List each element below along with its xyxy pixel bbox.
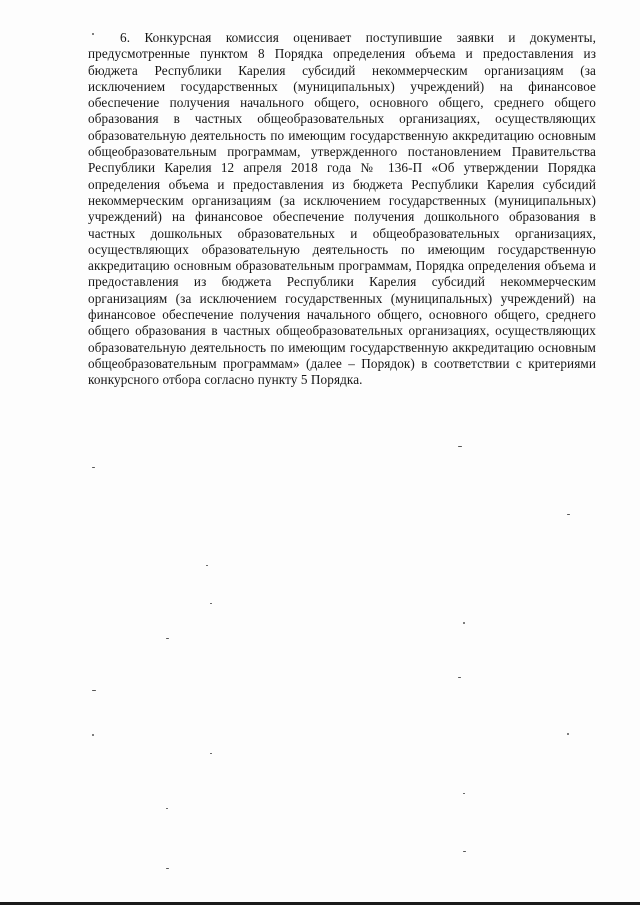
scan-speck: [458, 677, 461, 678]
scan-speck: [166, 808, 168, 809]
scan-speck: [210, 753, 212, 754]
scan-speck: [463, 851, 466, 852]
scan-speck: [567, 733, 569, 735]
paragraph-item-6: 6. Конкурсная комиссия оценивает поступившие заявки и документы, предусмотренные пунктом 8 Порядка определения объема и предоставления из бюджета Республики Карелия субсидий некоммерческим организациям (за исключением государственных (муниципальных) учреждений) на финансовое обеспечение получения начального общего, основного общего, среднего общего образования в частных общеобразовательных организациях, осуществляющих образовательную деятельность по имеющим государственную аккредитацию основным общеобразовательным программам, утвержденного постановлением Правительства Республики Карелия 12 апреля 2018 года № 136-П «Об утверждении Порядка определения объема и предоставления из бюджета Республики Карелия субсидий некоммерческим организациям (за исключением государственных (муниципальных) учреждений) на финансовое обеспечение получения дошкольного образования в частных дошкольных образовательных и общеобразовательных организациях, осуществляющих образовательную деятельность по имеющим государственную аккредитацию основным образовательным программам, Порядка определения объема и предоставления из бюджета Республики Карелия субсидий некоммерческим организациям (за исключением государственных (муниципальных) учреждений) на финансовое обеспечение получения начального общего, основного общего, среднего общего образования в частных общеобразовательных организациях, осуществляющих образовательную деятельность по имеющим государственную аккредитацию основным общеобразовательным программам» (далее – Порядок) в соответствии с критериями конкурсного отбора согласно пункту 5 Порядка.: [88, 30, 596, 388]
scan-speck: [92, 690, 96, 691]
scan-speck: [458, 446, 462, 447]
scan-speck: [166, 868, 169, 869]
scan-speck: [92, 467, 95, 468]
scan-speck: [166, 638, 169, 639]
scan-speck: [463, 622, 465, 624]
scan-speck: [92, 33, 94, 35]
scan-speck: [463, 793, 465, 794]
scan-speck: [210, 603, 212, 604]
scan-speck: [567, 514, 570, 515]
scan-speck: [92, 734, 94, 736]
scan-speck: [206, 565, 208, 566]
